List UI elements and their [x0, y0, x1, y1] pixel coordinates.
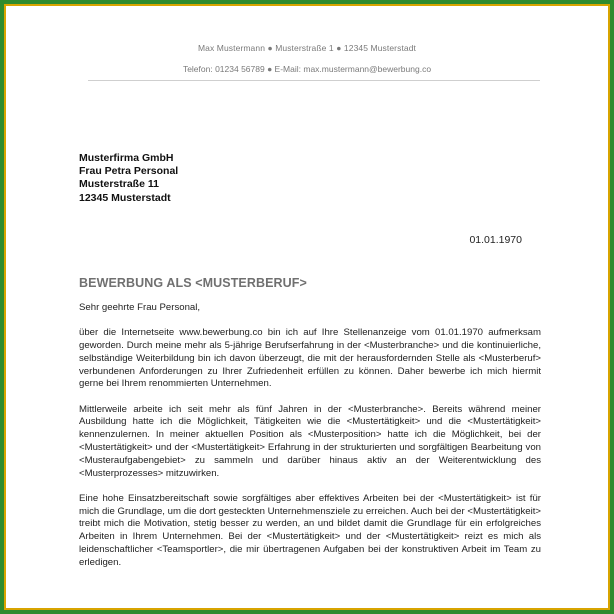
recipient-person: Frau Petra Personal	[79, 165, 179, 178]
sender-contact-line: Telefon: 01234 56789 ● E-Mail: max.mustermann@bewerbung.co	[182, 64, 432, 74]
recipient-city: 12345 Musterstadt	[79, 191, 171, 204]
letter-subject: BEWERBUNG ALS <MUSTERBERUF>	[79, 276, 307, 290]
recipient-company: Musterfirma GmbH	[79, 152, 174, 164]
body-paragraph-2: Mittlerweile arbeite ich seit mehr als fünf Jahren in der <Musterbranche>. Bereits während meiner Ausbildung hatte ich die Möglichkeit, Tätigkeiten wie die <Mustertätigkeit> und die <Mustertätigkeit> kennenzulernen. In meiner aktuellen Position als <Musterposition> hatte ich die Möglichkeit, bei der <Mustertätigkeit> und der <Mustertätigkeit> Erfahrung in der strukturierten und sorgfältigen Bearbeitung von <Musteraufgabengebiet> zu sammeln und darüber hinaus aktiv an der Weiterentwicklung des <Musterprozesses> mitzuwirken.	[79, 403, 541, 479]
header-divider	[88, 80, 540, 81]
letter-body	[79, 302, 541, 582]
recipient-street: Musterstraße 11	[79, 178, 159, 191]
body-paragraph-1: über die Internetseite www.bewerbung.co bin ich auf Ihre Stellenanzeige vom 01.01.1970 aufmerksam geworden. Durch meine mehr als 5-jährige Berufserfahrung in der <Musterbranche> und die kontinuierliche, selbständige Weiterbildung bin ich davon überzeugt, die mit der herausfordernden Stelle als <Musterberuf> verbundenen Anforderungen zu Ihrer Zufriedenheit erfüllen zu können. Daher bewerbe ich mich hiermit gerne bei Ihrem renommierten Unternehmen.	[79, 327, 541, 390]
page-frame-inner	[4, 4, 610, 610]
body-paragraph-3: Eine hohe Einsatzbereitschaft sowie sorgfältiges aber effektives Arbeiten bei der <Mustertätigkeit> ist für mich die Grundlage, um die dort gesteckten Unternehmensziele zu erreichen. Auch bei der <Mustertätigkeit> treibt mich die Motivation, stetig besser zu werden, an und bildet damit die Grundlage für ein erfolgreiches Arbeiten in Ihrem Unternehmen. Bei der <Mustertätigkeit> und der <Mustertätigkeit> reizt es mich als leidenschaftlicher <Teamsportler>, die mir übertragenen Aufgaben bei der konstruktiven Arbeit im Team zu erledigen.	[79, 492, 541, 568]
letter-page	[6, 6, 608, 608]
salutation: Sehr geehrte Frau Personal,	[79, 302, 201, 313]
recipient-block	[79, 152, 178, 205]
letter-date: 01.01.1970	[469, 234, 522, 246]
sender-address-line: Max Mustermann ● Musterstraße 1 ● 12345 Musterstadt	[197, 43, 417, 53]
